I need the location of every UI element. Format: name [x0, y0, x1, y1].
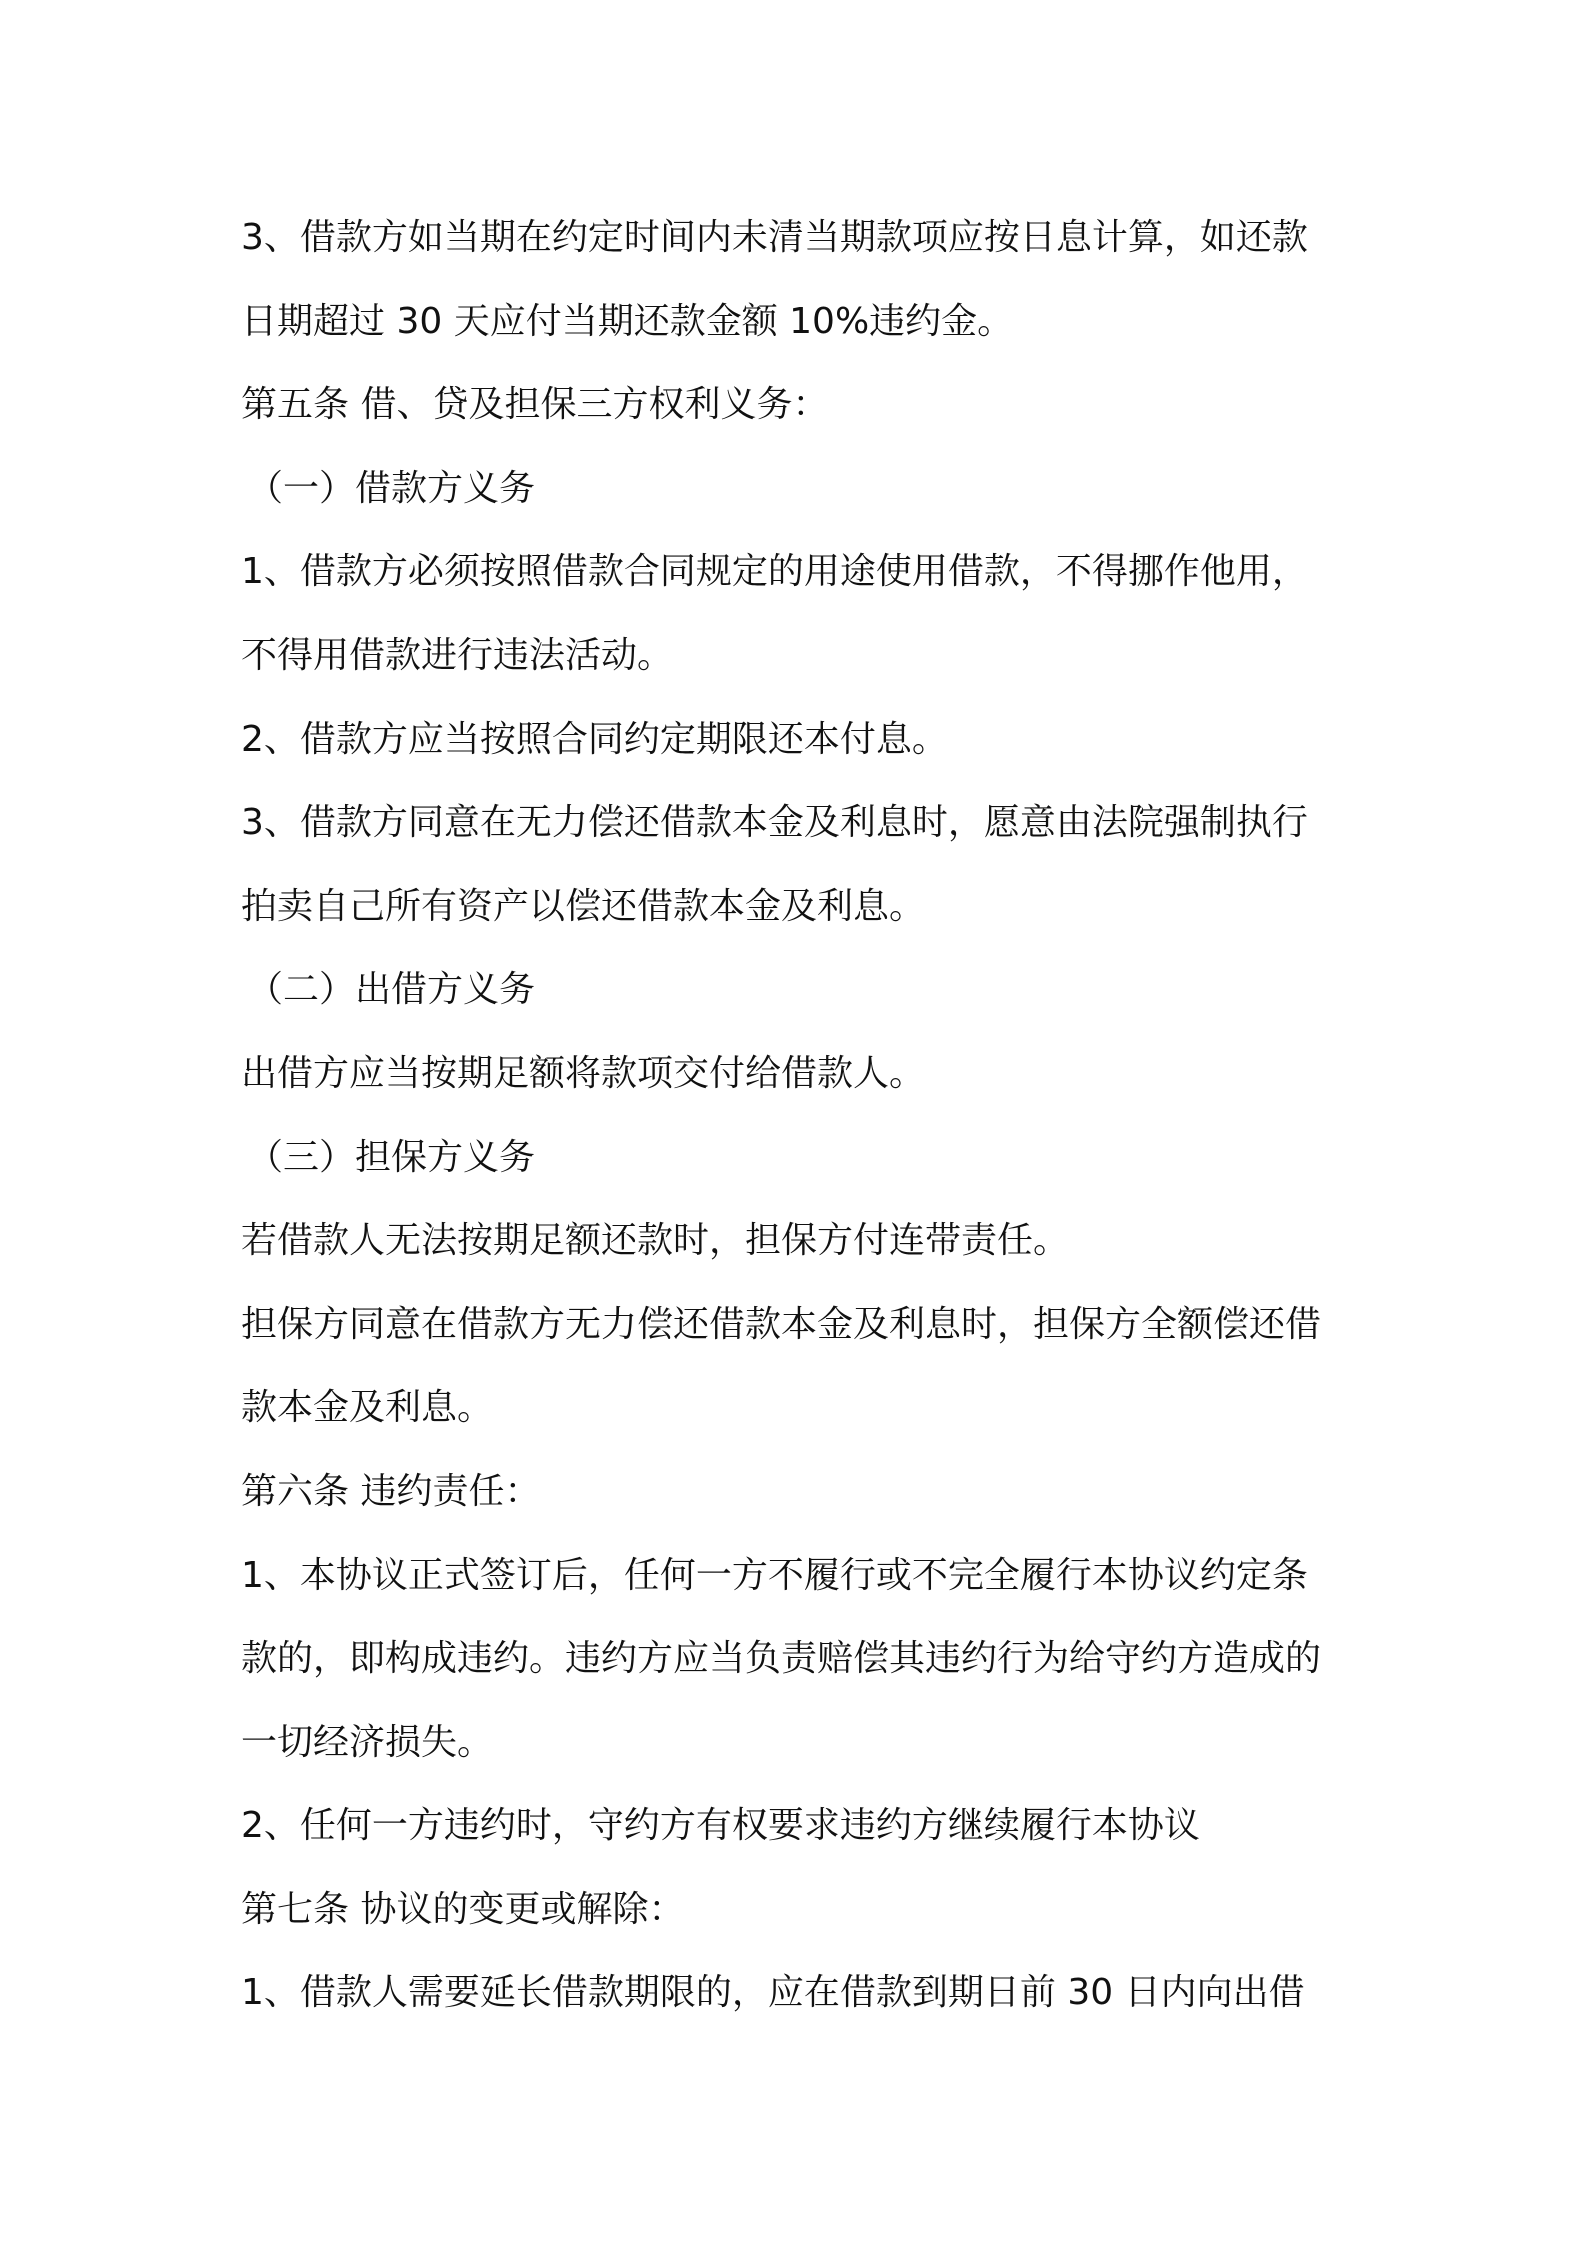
document-body — [241, 196, 1361, 2035]
breach-item-1-line-2: 款的，即构成违约。违约方应当负责赔偿其违约行为给守约方造成的 — [241, 1638, 1322, 1680]
borrower-duty-2: 2、借款方应当按照合同约定期限还本付息。 — [241, 718, 948, 760]
borrower-duty-3-line-1: 3、借款方同意在无力偿还借款本金及利息时，愿意由法院强制执行 — [241, 802, 1308, 844]
lender-duty: 出借方应当按期足额将款项交付给借款人。 — [241, 1052, 926, 1094]
clause-4-item-3-line-1: 3、借款方如当期在约定时间内未清当期款项应按日息计算，如还款 — [241, 217, 1308, 258]
borrower-duty-1-line-2: 不得用借款进行违法活动。 — [241, 634, 674, 676]
modification-item-1-line-1: 1、借款人需要延长借款期限的，应在借款到期日前 30 日内向出借 — [241, 1972, 1305, 2014]
guarantor-duty-2-line-2: 款本金及利息。 — [241, 1387, 494, 1429]
borrower-duty-3-line-2: 拍卖自己所有资产以偿还借款本金及利息。 — [241, 885, 926, 927]
borrower-duties-heading: （一）借款方义务 — [247, 467, 536, 509]
guarantor-duty-2-line-1: 担保方同意在借款方无力偿还借款本金及利息时，担保方全额偿还借 — [241, 1303, 1322, 1345]
clause-4-item-3-line-2: 日期超过 30 天应付当期还款金额 10%违约金。 — [241, 300, 1014, 342]
lender-duties-heading: （二）出借方义务 — [247, 969, 536, 1011]
article-5-heading: 第五条 借、贷及担保三方权利义务： — [241, 384, 829, 426]
guarantor-duties-heading: （三）担保方义务 — [247, 1136, 536, 1178]
borrower-duty-1-line-1: 1、借款方必须按照借款合同规定的用途使用借款，不得挪作他用， — [241, 551, 1308, 593]
guarantor-duty-1: 若借款人无法按期足额还款时，担保方付连带责任。 — [241, 1220, 1070, 1262]
breach-item-2: 2、任何一方违约时，守约方有权要求违约方继续履行本协议 — [241, 1805, 1200, 1847]
article-7-heading: 第七条 协议的变更或解除： — [241, 1888, 685, 1930]
breach-item-1-line-3: 一切经济损失。 — [241, 1721, 494, 1763]
article-6-heading: 第六条 违约责任： — [241, 1470, 541, 1512]
breach-item-1-line-1: 1、本协议正式签订后，任何一方不履行或不完全履行本协议约定条 — [241, 1554, 1308, 1596]
